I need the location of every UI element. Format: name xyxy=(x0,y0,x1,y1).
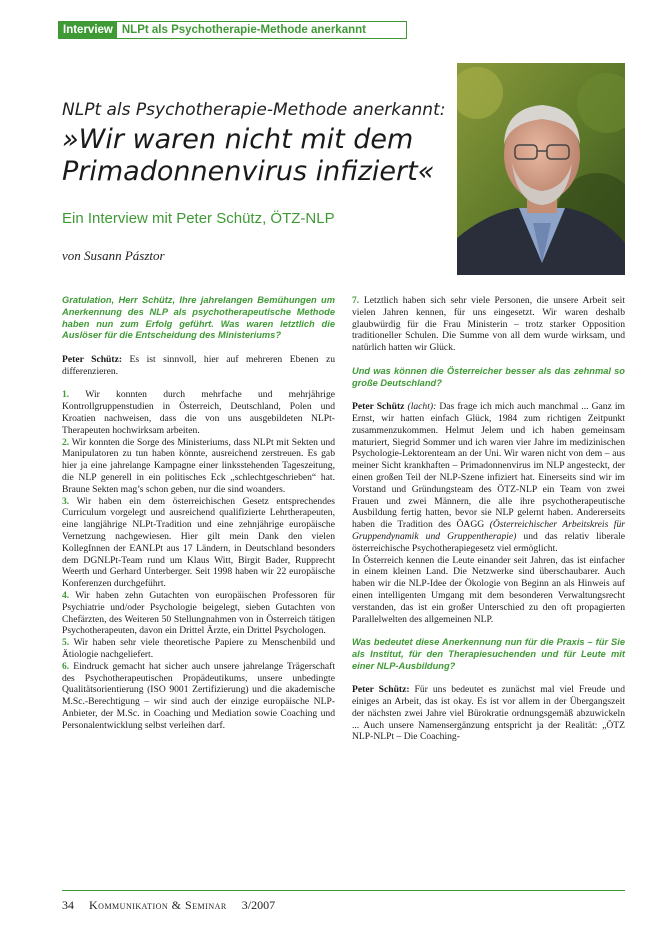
answer-text: und das relativ liberale österreichische Psychotherapiegesetz viel ermöglicht. xyxy=(352,530,625,554)
stage-direction: (lacht): xyxy=(404,401,437,413)
answer-text: Das frage ich mich auch manchmal ... Ganz im Ernst, wir hatten einfach Glück, 1984 zum richtigen Zeitpunkt zusammenzukommen. Helmut Jelem und ich haben gemeinsam maturiert, Siegrid Sommer und ich waren vier Jahre im medizinischen Psychologie-Lektorenteam an der Uni. Wir waren nicht von dem – aus meiner Sicht krankhaften – Primadonnenvirus im NLP angesteckt, der einen großen Teil der NLP-Szene infiziert hat. Einerseits sind wir im Vorstand und Gründungsteam des ÖTZ-NLP ein Team von zwei Frauen und zwei Männern, die alle ihre psychotherapeutische Ausbildung fertig hatten, bevor sie NLP gelernt haben. Andererseits haben die Tradition des ÖAGG xyxy=(352,401,625,531)
list-item-5 xyxy=(62,637,335,661)
speaker-label: Peter Schütz: xyxy=(62,353,123,365)
section-header xyxy=(58,21,407,39)
footer-rule xyxy=(62,890,625,891)
answer-2 xyxy=(352,401,625,554)
article-kicker: NLPt als Psychotherapie-Methode anerkannt: xyxy=(62,100,446,120)
list-number: 7. xyxy=(352,295,360,306)
list-number: 5. xyxy=(62,637,70,649)
article-subtitle: Ein Interview mit Peter Schütz, ÖTZ-NLP xyxy=(62,210,335,227)
text-column-right xyxy=(352,295,625,743)
question-3: Was bedeutet diese Anerkennung nun für die Praxis – für Sie als Institut, für den Therapiesuchenden und für Leute mit einer NLP-Ausbildung? xyxy=(352,637,625,671)
question-2: Und was können die Österreicher besser als das zehnmal so große Deutschland? xyxy=(352,365,625,388)
list-text: Wir haben sehr viele theoretische Papiere zu Menschenbild und Ätiologie nachgeliefert. xyxy=(62,637,335,660)
list-text: Letztlich haben sich sehr viele Personen, die unsere Arbeit seit vielen Jahren kennen, für uns eingesetzt. Wir waren deshalb glaubwürdig für die Frau Ministerin – trotz starker Opposition traditioneller Schulen. Die Summe von all dem wurde wirksam, und natürlich hatten wir Glück. xyxy=(352,295,625,354)
question-1: Gratulation, Herr Schütz, Ihre jahrelangen Bemühungen um Anerkennung des NLP als psychotherapeutische Methode haben nun zum Erfolg geführt. Was waren letztlich die Auslöser für die Entscheidung des Ministeriums? xyxy=(62,295,335,341)
article-headline xyxy=(62,124,452,188)
list-number: 2. xyxy=(62,436,70,448)
section-title: NLPt als Psychotherapie-Methode anerkannt xyxy=(121,24,366,36)
text-column-left xyxy=(62,295,335,731)
answer-text: Es ist sinnvoll, hier auf mehreren Ebenen zu differenzieren. xyxy=(62,353,335,377)
headline-line-2: Primadonnenvirus infiziert« xyxy=(62,156,435,187)
speaker-label: Peter Schütz: xyxy=(352,684,410,696)
answer-3 xyxy=(352,684,625,743)
issue-number: 3/2007 xyxy=(241,898,276,912)
answer-text: Für uns bedeutet es zunächst mal viel Freude und einiges an Arbeit, das ist okay. Es ist vor allem in der Übergangszeit der nächsten zwei Jahre viel Bürokratie ordnungsgemäß abzuwickeln ... Auch unsere Namensergänzung entspricht ja der Realität: „ÖTZ NLP-NLPt – Die Coaching- xyxy=(352,684,625,743)
list-text: Wir konnten durch mehrfache und mehrjährige Kontrollgruppenstudien in Österreich, Deutschland, Polen und Kroatien nachweisen, dass die von uns ausgebildeten NLPt-Therapeuten hochwirksam arbeiten. xyxy=(62,389,335,436)
list-number: 3. xyxy=(62,495,70,507)
headline-line-1: »Wir waren nicht mit dem xyxy=(62,124,414,155)
list-item-7 xyxy=(352,295,625,354)
list-item-4 xyxy=(62,590,335,637)
list-item-1 xyxy=(62,389,335,436)
article-byline: von Susann Pásztor xyxy=(62,248,165,263)
section-tag: Interview xyxy=(59,22,117,38)
answer-italic-text: (Österreichischer Arbeitskreis für Gruppendynamik und Gruppentherapie) xyxy=(352,519,625,542)
list-number: 1. xyxy=(62,389,70,401)
list-text: Eindruck gemacht hat sicher auch unsere jahrelange Trägerschaft des Psychotherapeutischen Propädeutikums, unsere unbedingte Qualitätsorientierung (ISO 9001 Zertifizierung) und die akademische M.Sc.-Berechtigung – wir sind auch der einzige europäische NLP-Anbieter, der M.Sc. in Coaching und Mediation sowie Coaching und Personalentwicklung selbst verleihen darf. xyxy=(62,660,335,731)
list-number: 6. xyxy=(62,660,70,672)
speaker-label: Peter Schütz xyxy=(352,401,405,413)
list-item-2 xyxy=(62,437,335,496)
answer-1 xyxy=(62,354,335,378)
list-item-3 xyxy=(62,496,335,590)
page-footer xyxy=(62,898,275,913)
list-text: Wir konnten die Sorge des Ministeriums, dass NLPt mit Sekten und Manipulatoren zu tun haben könnte, ausreichend zerstreuen. Es gab hier ja eine jahrelange Kampagne einer linksstehenden Tageszeitung, die NLP generell in ein politisches Eck „schlechtgeschrieben“ hat. Braune Sekten mag’s schon geben, nur die sind woanders. xyxy=(62,436,335,495)
list-text: Wir haben ein dem österreichischen Gesetz entsprechendes Curriculum vorgelegt und ausreichend qualifizierte Lehrtherapeuten, eine langjährige NLPt-Tradition und eine zehnjährige europäische Vernetzung nachgewiesen. Hier gilt mein Dank den vielen KollegInnen der EANLPt aus 17 Ländern, in Deutschland besonders dem DGNLPt-Team rund um Klaus Witt, Birgit Bader, Rupprecht Weerth und Gerhard Unterberger. Seit 1998 haben wir 22 europäische Konferenzen durchgeführt. xyxy=(62,495,335,590)
list-number: 4. xyxy=(62,589,70,601)
list-text: Wir haben zehn Gutachten von europäischen Professoren für Psychiatrie und/oder Psychologie beigelegt, sieben Gutachten von Chefärzten, des Weiteren 50 Stellungnahmen von in Österreich tätigen Psychotherapeuten, davon ein Drittel Ärzte, ein Drittel Psychologen. xyxy=(62,589,335,637)
answer-2-paragraph: In Österreich kennen die Leute einander seit Jahren, das ist einfacher in einem kleinen Land. Die Netzwerke sind überschaubarer. Auch haben wir die NLP-Idee der Ökologie von Beginn an als Hinweis auf einen intelligenten Umgang mit dem besonderen Verwaltungsrecht verstanden, das ist ein großer Unterschied zu den oft propagierten Parallelwelten des allgemeinen NLP. xyxy=(352,554,625,625)
page-number: 34 xyxy=(62,898,74,912)
list-item-6 xyxy=(62,661,335,732)
magazine-name: Kommunikation & Seminar xyxy=(89,898,227,912)
portrait-photo xyxy=(457,63,625,275)
